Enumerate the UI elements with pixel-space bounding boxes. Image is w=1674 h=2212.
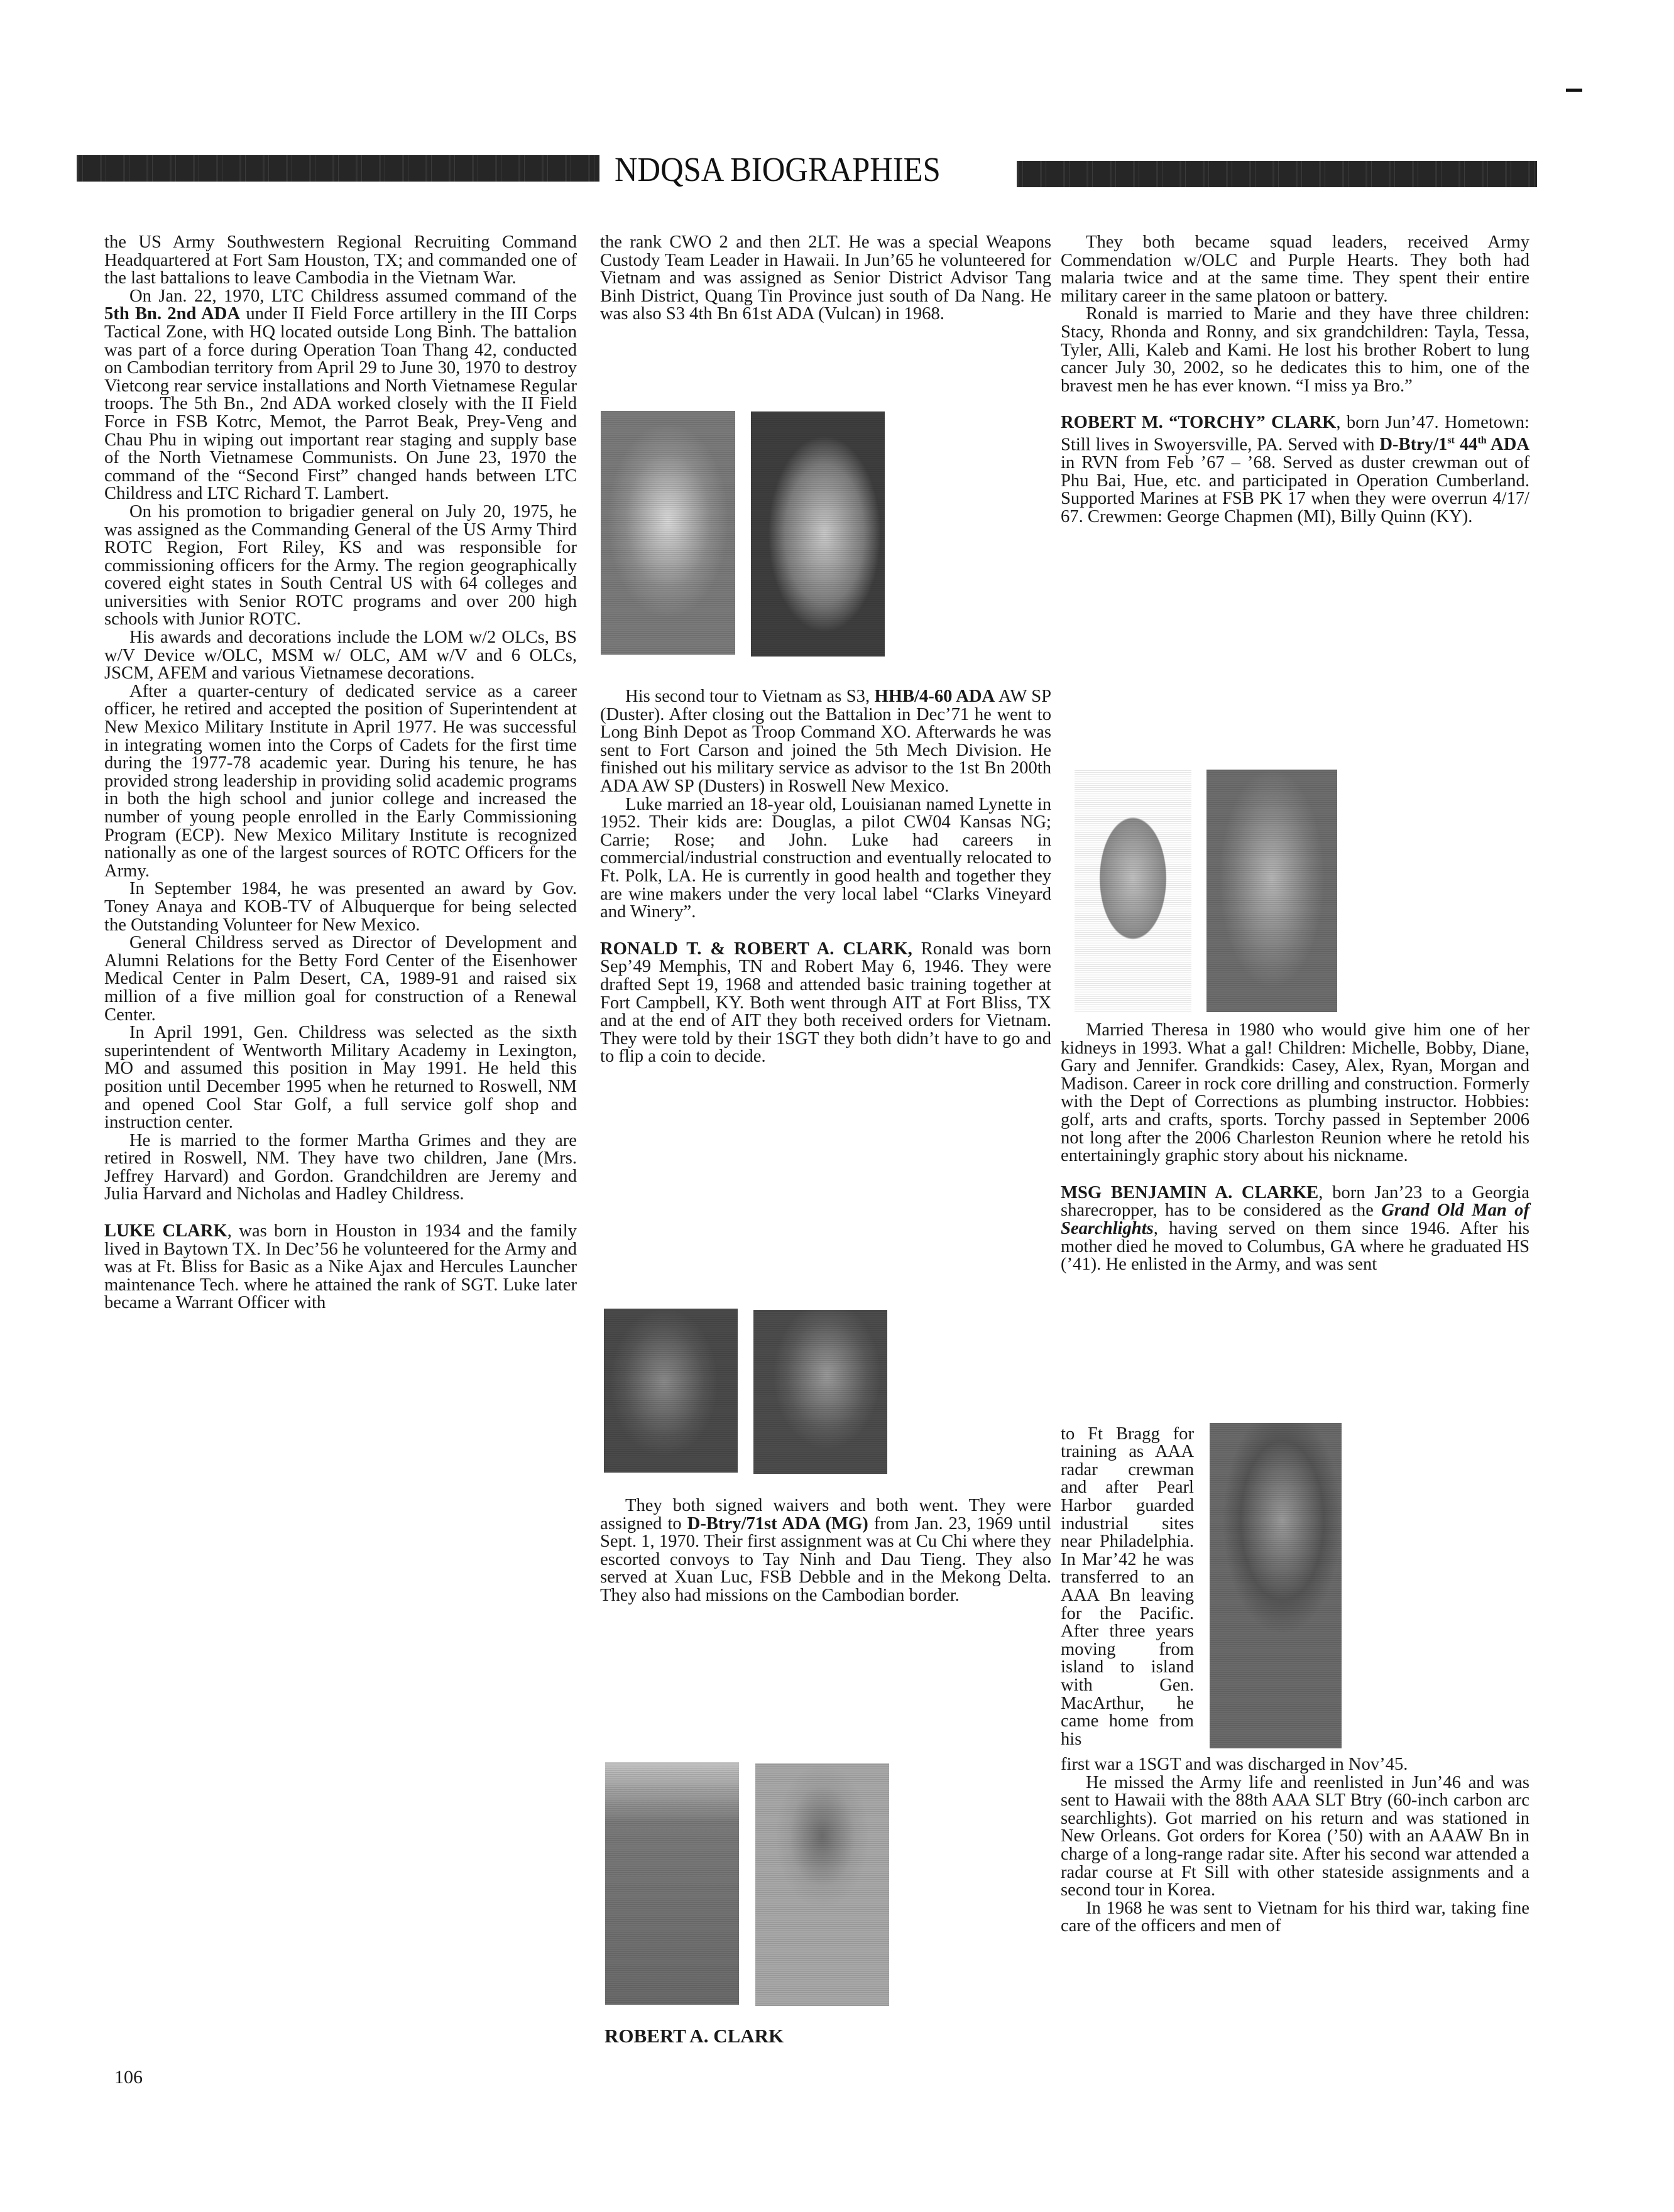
paragraph: Married Theresa in 1980 who would give him one of her kidneys in 1993. What a gal! Children: Michelle, Bobby, Diane, Gary and Jennifer. Grandkids: Casey, Alex, Ryan, Morgan and Madison. Career in rock core drilling and construction. Formerly with the Dept of Corrections as plumbing instructor. Hobbies: golf, arts and crafts, sports. Torchy passed in September 2006 not long after the 2006 Charleston Reunion where he retold his entertainingly graphic story about his nickname.	[1061, 1020, 1529, 1166]
photo-halftone	[1075, 769, 1191, 1012]
photo-benjamin-clarke	[1210, 1423, 1342, 1748]
paragraph: to Ft Bragg for training as AAA radar crewman and after Pearl Harbor guarded industrial sites near Philadelphia. In Mar’42 he was transferred to an AAA Bn leaving for the Pacific. After three years moving from island to island with Gen. MacArthur, he came home from his	[1061, 1424, 1194, 1749]
text: 44	[1454, 435, 1478, 455]
photo-halftone	[605, 1762, 739, 2005]
text: from Jan. 23, 1969 until Sept. 1, 1970. Their first assignment was at Cu Chi where they escorted convoys to Tay Ninh and Dau Tieng. They also served at Xuan Luc, FSB Debble and in the Mekong Delta. They also had missions on the Cambodian border.	[600, 1513, 1051, 1605]
photo-halftone	[1206, 770, 1337, 1012]
paragraph: He is married to the former Martha Grimes and they are retired in Roswell, NM. They have two children, Jane (Mrs. Jeffrey Harvard) and Gordon. Grandchildren are Jeremy and Julia Harvard and Nicholas and Hadley Childress.	[104, 1130, 577, 1204]
photo-soldier-1	[604, 1309, 738, 1473]
paragraph: the US Army Southwestern Regional Recruiting Command Headquartered at Fort Sam Houston, TX; and commanded one of the last battalions to leave Cambodia in the Vietnam War.	[104, 232, 577, 288]
paragraph: General Childress served as Director of Development and Alumni Relations for the Betty Ford Center of the Eisenhower Medical Center in Palm Desert, CA, 1989-91 and raised six million of a five million goal for construction of a Renewal Center.	[104, 933, 577, 1025]
photo-torchy-clark-older	[1206, 770, 1337, 1012]
superscript: st	[1447, 435, 1455, 446]
text: Ronald was born Sep’49 Memphis, TN and Robert May 6, 1946. They were drafted Sept 19, 1968 and attended basic training together at Fort Campbell, KY. Both went through AIT at Fort Bliss, TX and at the end of AIT they both received orders for Vietnam. They were told by their 1SGT they both didn’t have to go and to flip a coin to decide.	[600, 939, 1051, 1067]
bio-name: MSG BENJAMIN A. CLARKE	[1061, 1182, 1319, 1202]
photo-halftone	[751, 411, 885, 657]
column-2-lower	[600, 1497, 1051, 1605]
text: On Jan. 22, 1970, LTC Childress assumed command of the	[129, 286, 577, 306]
text: , was born in Houston in 1934 and the family lived in Baytown TX. In Dec’56 he volunteered for the Army and was at Ft. Bliss for Basic as a Nike Ajax and Hercules Launcher maintenance Tech. where he attained the rank of SGT. Luke later became a Warrant Officer with	[104, 1221, 577, 1313]
photo-soldier-2	[753, 1310, 887, 1474]
paragraph: In 1968 he was sent to Vietnam for his third war, taking fine care of the officers and men of	[1061, 1898, 1529, 1936]
photo-halftone	[604, 1309, 738, 1473]
paragraph: first war a 1SGT and was discharged in Nov’45.	[1061, 1755, 1408, 1774]
paragraph: They both became squad leaders, received Army Commendation w/OLC and Purple Hearts. They both had malaria twice and at the same time. They spent their entire military career in the same platoon or battery.	[1061, 232, 1529, 306]
bio-name: RONALD T. & ROBERT A. CLARK,	[600, 939, 912, 959]
text: in RVN from Feb ’67 – ’68. Served as duster crewman out of Phu Bai, Hue, etc. and participated in Operation Cumberland. Supported Marines at FSB PK 17 when they were overrun 4/17/ 67. Crewmen: George Chapmen (MI), Billy Quinn (KY).	[1061, 453, 1529, 526]
superscript: th	[1477, 435, 1487, 446]
photo-halftone	[1210, 1423, 1342, 1748]
unit-name	[1379, 435, 1529, 454]
nickname: Grand Old Man of Searchlights	[1061, 1201, 1529, 1238]
biography-benjamin-clarke	[1061, 1184, 1529, 1274]
biography-ronald-robert-clark	[600, 940, 1051, 1066]
biography-robert-torchy-clark	[1061, 414, 1529, 526]
column-3-top	[1061, 234, 1529, 526]
header-bar-right	[1017, 161, 1537, 187]
bio-name: LUKE CLARK	[104, 1221, 227, 1241]
column-1	[104, 234, 577, 1312]
paragraph: In September 1984, he was presented an award by Gov. Toney Anaya and KOB-TV of Albuquerque for being selected the Outstanding Volunteer for New Mexico.	[104, 879, 577, 935]
paragraph: the rank CWO 2 and then 2LT. He was a special Weapons Custody Team Leader in Hawaii. In Jun’65 he volunteered for Vietnam and was assigned as Senior District Advisor Tang Binh District, Quang Tin Province just south of Da Nang. He was also S3 4th Bn 61st ADA (Vulcan) in 1968.	[600, 232, 1051, 324]
paragraph: After a quarter-century of dedicated service as a career officer, he retired and accepted the position of Superintendent at New Mexico Military Institute in April 1977. He was successful in integrating women into the Corps of Cadets for the first time during the 1977-78 academic year. During his tenure, he has provided strong leadership in providing solid academic programs in both the high school and junior college and increased the number of young people enrolled in the Early Commissioning Program (ECP). New Mexico Military Institute is recognized nationally as one of the largest sources of ROTC Officers for the Army.	[104, 681, 577, 881]
text: ADA	[1486, 435, 1529, 455]
column-2-top	[600, 234, 1051, 324]
header-bar-left	[77, 155, 599, 182]
paragraph	[104, 288, 577, 503]
photo-robert-clark-2	[755, 1763, 889, 2006]
paragraph: In April 1991, Gen. Childress was selected as the sixth superintendent of Wentworth Military Academy in Lexington, MO and assumed this position in May 1991. He held this position until December 1995 when he returned to Roswell, NM and opened Cool Star Golf, a full service golf shop and instruction center.	[104, 1023, 577, 1133]
paragraph	[600, 688, 1051, 796]
photo-caption: ROBERT A. CLARK	[604, 2025, 784, 2047]
spacer	[1061, 1165, 1529, 1184]
text: , born Jun’47. Hometown: Still lives in Swoyersville, PA. Served with	[1061, 413, 1529, 455]
bio-name: ROBERT M. “TORCHY” CLARK	[1061, 413, 1337, 433]
column-3-mid	[1061, 1022, 1529, 1274]
photo-robert-clark-1	[605, 1762, 739, 2005]
corner-mark	[1566, 89, 1582, 92]
paragraph: He missed the Army life and reenlisted in Jun’46 and was sent to Hawaii with the 88th AAA SLT Btry (60-inch carbon arc searchlights). Got married on his return and was stationed in New Orleans. Got orders for Korea (’50) with an AAAW Bn in charge of a long-range radar site. After his second war attended a radar course at Ft Sill with other stateside assignments and a second tour in Korea.	[1061, 1772, 1529, 1900]
paragraph: Luke married an 18-year old, Louisianan named Lynette in 1952. Their kids are: Douglas, a pilot CW04 Kansas NG; Carrie; Rose; and John. Luke had careers in commercial/industrial construction and eventually relocated to Ft. Polk, LA. He is currently in good health and together they are wine makers under the very local label “Clarks Vineyard and Winery”.	[600, 794, 1051, 922]
text: His second tour to Vietnam as S3,	[625, 687, 875, 706]
text: under II Field Force artillery in the III Corps Tactical Zone, with HQ located outside Long Binh. The battalion was part of a force during Operation Toan Thang 42, conducted on Cambodian territory from April 29 to June 30, 1970 to destroy Vietcong rear service installations and North Vietnamese Regular troops. The 5th Bn., 2nd ADA worked closely with the II Field Force in FSB Kotrc, Memot, the Parrot Beak, Prey-Veng and Chau Phu in wiping out important rear staging and supply base of the North Vietnamese Communists. On June 23, 1970 the command of the “Second First” changed hands between LTC Childress and LTC Richard T. Lambert.	[104, 304, 577, 504]
text: , born Jan’23 to a Georgia sharecropper, has to be considered as the	[1061, 1182, 1530, 1221]
column-3-lower	[1061, 1756, 1529, 1936]
paragraph: His awards and decorations include the LOM w/2 OLCs, BS w/V Device w/OLC, MSM w/ OLC, AM w/V and 6 OLCs, JSCM, AFEM and various Vietnamese decorations.	[104, 628, 577, 684]
photo-halftone	[753, 1310, 887, 1474]
biography-luke-clark	[104, 1223, 577, 1312]
paragraph: On his promotion to brigadier general on July 20, 1975, he was assigned as the Commanding General of the US Army Third ROTC Region, Fort Riley, KS and was responsible for commissioning officers for the Army. The region geographically covered eight states in South Central US with 64 colleges and universities with Senior ROTC programs and over 200 high schools with Junior ROTC.	[104, 501, 577, 629]
column-2-mid	[600, 688, 1051, 1066]
photo-luke-clark-young	[601, 411, 735, 655]
unit-name: 5th Bn. 2nd ADA	[104, 304, 241, 324]
photo-luke-clark-older	[751, 411, 885, 657]
text: AW SP (Duster). After closing out the Battalion in Dec’71 he went to Long Binh Depot as Troop Command XO. Afterwards he was sent to Fort Carson and joined the 5th Mech Division. He finished out his military service as advisor to the 1st Bn 200th ADA AW SP (Dusters) in Roswell New Mexico.	[600, 687, 1051, 796]
photo-halftone	[755, 1763, 889, 2006]
text: , having served on them since 1946. After his mother died he moved to Columbus, GA where he graduated HS (’41). He enlisted in the Army, and was sent	[1061, 1218, 1529, 1275]
unit-name: HHB/4-60 ADA	[874, 687, 995, 706]
paragraph: Ronald is married to Marie and they have three children: Stacy, Rhonda and Ronny, and six grandchildren: Tayla, Tessa, Tyler, Alli, Kaleb and Kami. He lost his brother Robert to lung cancer July 30, 2002, so he dedicates this to him, one of the bravest men he has ever known. “I miss ya Bro.”	[1061, 304, 1529, 396]
paragraph	[600, 1497, 1051, 1605]
spacer	[104, 1204, 577, 1223]
unit-name: D-Btry/71st ADA (MG)	[687, 1513, 868, 1534]
column-3-wrap-text	[1061, 1407, 1194, 1767]
text: D-Btry/1	[1379, 435, 1448, 455]
section-title: NDQSA BIOGRAPHIES	[615, 150, 941, 188]
spacer	[1061, 395, 1529, 414]
spacer	[600, 922, 1051, 940]
page-number: 106	[114, 2067, 143, 2088]
photo-halftone	[601, 411, 735, 655]
photo-torchy-clark-cap	[1075, 769, 1191, 1012]
text: They both signed waivers and both went. They were assigned to	[600, 1496, 1051, 1534]
